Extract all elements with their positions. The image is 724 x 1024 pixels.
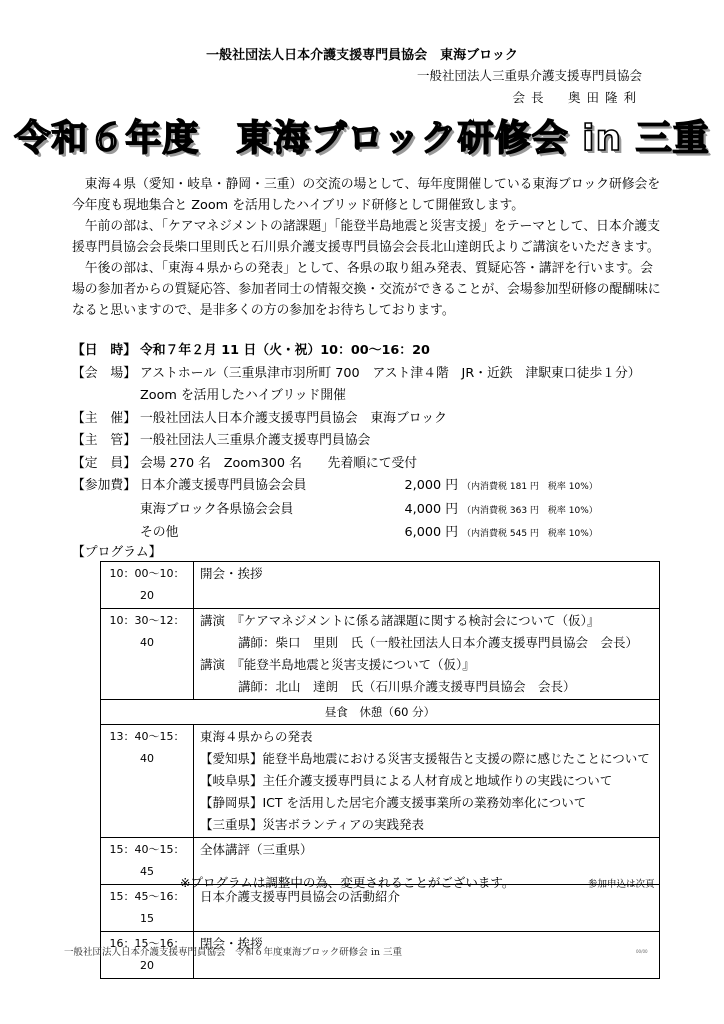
mie-association-name: 一般社団法人三重県介護支援専門員協会 — [416, 68, 642, 83]
table-row — [101, 725, 660, 838]
info-fee-row — [72, 499, 641, 523]
lecture-head: 講演 — [200, 613, 226, 628]
presentation-item: 【愛知県】能登半島地震における災害支援報告と支援の際に感じたことについて — [200, 751, 650, 766]
presentations-title: 東海４県からの発表 — [200, 729, 313, 744]
fee-tax: （内消費税 181 円 税率 10%） — [462, 482, 598, 492]
fee-name: 日本介護支援専門員協会会員 — [140, 478, 307, 493]
intro-paragraph: 東海４県（愛知・岐阜・静岡・三重）の交流の場として、毎年度開催している東海ブロック研修会を今年度も現地集合と Zoom を活用したハイブリッド研修として開催致します。 — [72, 177, 661, 213]
fee-amount: 6,000 円 — [404, 525, 458, 540]
program-item: 開会・挨拶 — [194, 562, 660, 609]
lecture-speaker: 講師：柴口 里則 氏（一般社団法人日本介護支援専門員協会 会長） — [238, 635, 639, 650]
presentation-item: 【岐阜県】主任介護支援専門員による人材育成と地域作りの実践について — [200, 773, 613, 788]
program-label: 【プログラム】 — [72, 545, 162, 560]
fee-tax: （内消費税 545 円 税率 10%） — [462, 529, 598, 539]
intro-paragraph: 午前の部は、「ケアマネジメントの諸課題」「能登半島地震と災害支援」をテーマとして、日本介護支援専門員協会会長柴口里則氏と石川県介護支援専門員協会会長北山達朗氏よりご講演をいただきます。 — [72, 219, 661, 255]
page-footer: 一般社団法人日本介護支援専門員協会 令和６年度東海ブロック研修会 in 三重 — [64, 947, 403, 958]
lecture-title: 『能登半島地震と災害支援について（仮）』 — [237, 657, 475, 672]
lunch-break: 昼食 休憩（60 分） — [101, 700, 660, 725]
fee-name: その他 — [140, 525, 179, 540]
lecture-head: 講演 — [200, 657, 226, 672]
info-label: 【定 員】 — [72, 455, 136, 471]
program-item — [194, 725, 660, 838]
info-label: 【主 催】 — [72, 410, 136, 426]
program-item — [194, 609, 660, 700]
info-capacity-row — [72, 453, 641, 476]
info-venue-row-2 — [72, 385, 641, 408]
intro-paragraph: 午後の部は、「東海４県からの発表」として、各県の取り組み発表、質疑応答・講評を行います。会場の参加者からの質疑応答、参加者同士の情報交換・交流ができることが、会場参加型研修の醍醐味になると思いますので、是非多くの方の参加をお待ちしております。 — [72, 261, 661, 318]
presentation-item: 【静岡県】ICT を活用した居宅介護支援事業所の業務効率化について — [200, 795, 587, 810]
info-value: 一般社団法人日本介護支援専門員協会 東海ブロック — [140, 410, 447, 426]
info-label: 【主 管】 — [72, 433, 136, 448]
program-time: 10：30～12：40 — [101, 609, 194, 700]
info-value: 令和７年２月 11 日（火・祝）10：00～16：20 — [140, 343, 430, 358]
info-value: 一般社団法人三重県介護支援専門員協会 — [140, 433, 371, 448]
event-info — [72, 340, 641, 546]
info-date-row — [72, 340, 641, 363]
table-row — [101, 562, 660, 609]
program-table — [100, 561, 660, 979]
intro-text — [72, 174, 664, 321]
page-title: 令和６年度 東海ブロック研修会 in 三重 — [14, 118, 710, 159]
presentation-item: 【三重県】災害ボランティアの実践発表 — [200, 817, 425, 832]
info-fee-row — [72, 475, 641, 499]
info-value: Zoom を活用したハイブリッド開催 — [140, 388, 346, 403]
info-venue-row — [72, 363, 641, 386]
info-host-row — [72, 408, 641, 431]
program-time: 13：40～15：40 — [101, 725, 194, 838]
president-name: 会長 奥田隆利 — [512, 90, 642, 105]
info-value: アストホール（三重県津市羽所町 700 アスト津４階 JR・近鉄 津駅東口徒歩１分） — [140, 365, 641, 381]
table-row — [101, 885, 660, 932]
next-page-note: 参加申込は次頁 — [588, 879, 655, 890]
program-item: 閉会・挨拶 — [194, 932, 660, 979]
info-manager-row — [72, 430, 641, 453]
info-label: 【会 場】 — [72, 365, 136, 381]
program-note: ※プログラムは調整中の為、変更されることがございます。 — [180, 875, 515, 890]
table-row — [101, 609, 660, 700]
lecture-title-line — [200, 654, 653, 676]
fee-name: 東海ブロック各県協会会員 — [140, 501, 294, 517]
table-row — [101, 700, 660, 725]
program-time: 15：45～16：15 — [101, 885, 194, 932]
fee-amount: 2,000 円 — [404, 478, 458, 493]
program-time: 16：15～16：20 — [101, 932, 194, 979]
organizer-block-name: 一般社団法人日本介護支援専門員協会 東海ブロック — [206, 48, 518, 63]
program-item: 全体講評（三重県） — [194, 838, 660, 885]
lecture-speaker: 講師：北山 達朗 氏（石川県介護支援専門員協会 会長） — [238, 679, 576, 694]
lecture-title: 『ケアマネジメントに係る諸課題に関する検討会について（仮）』 — [237, 613, 600, 628]
program-item: 日本介護支援専門員協会の活動紹介 — [194, 885, 660, 932]
page-number: 00/00 — [636, 949, 648, 954]
info-label: 【参加費】 — [72, 478, 136, 493]
lecture-title-line — [200, 610, 653, 632]
program-time: 15：40～15：45 — [101, 838, 194, 885]
fee-tax: （内消費税 363 円 税率 10%） — [462, 505, 598, 516]
fee-amount: 4,000 円 — [404, 501, 458, 517]
info-label: 【日 時】 — [72, 343, 136, 358]
info-value: 会場 270 名 Zoom300 名 先着順にて受付 — [140, 455, 418, 471]
program-time: 10：00～10：20 — [101, 562, 194, 609]
